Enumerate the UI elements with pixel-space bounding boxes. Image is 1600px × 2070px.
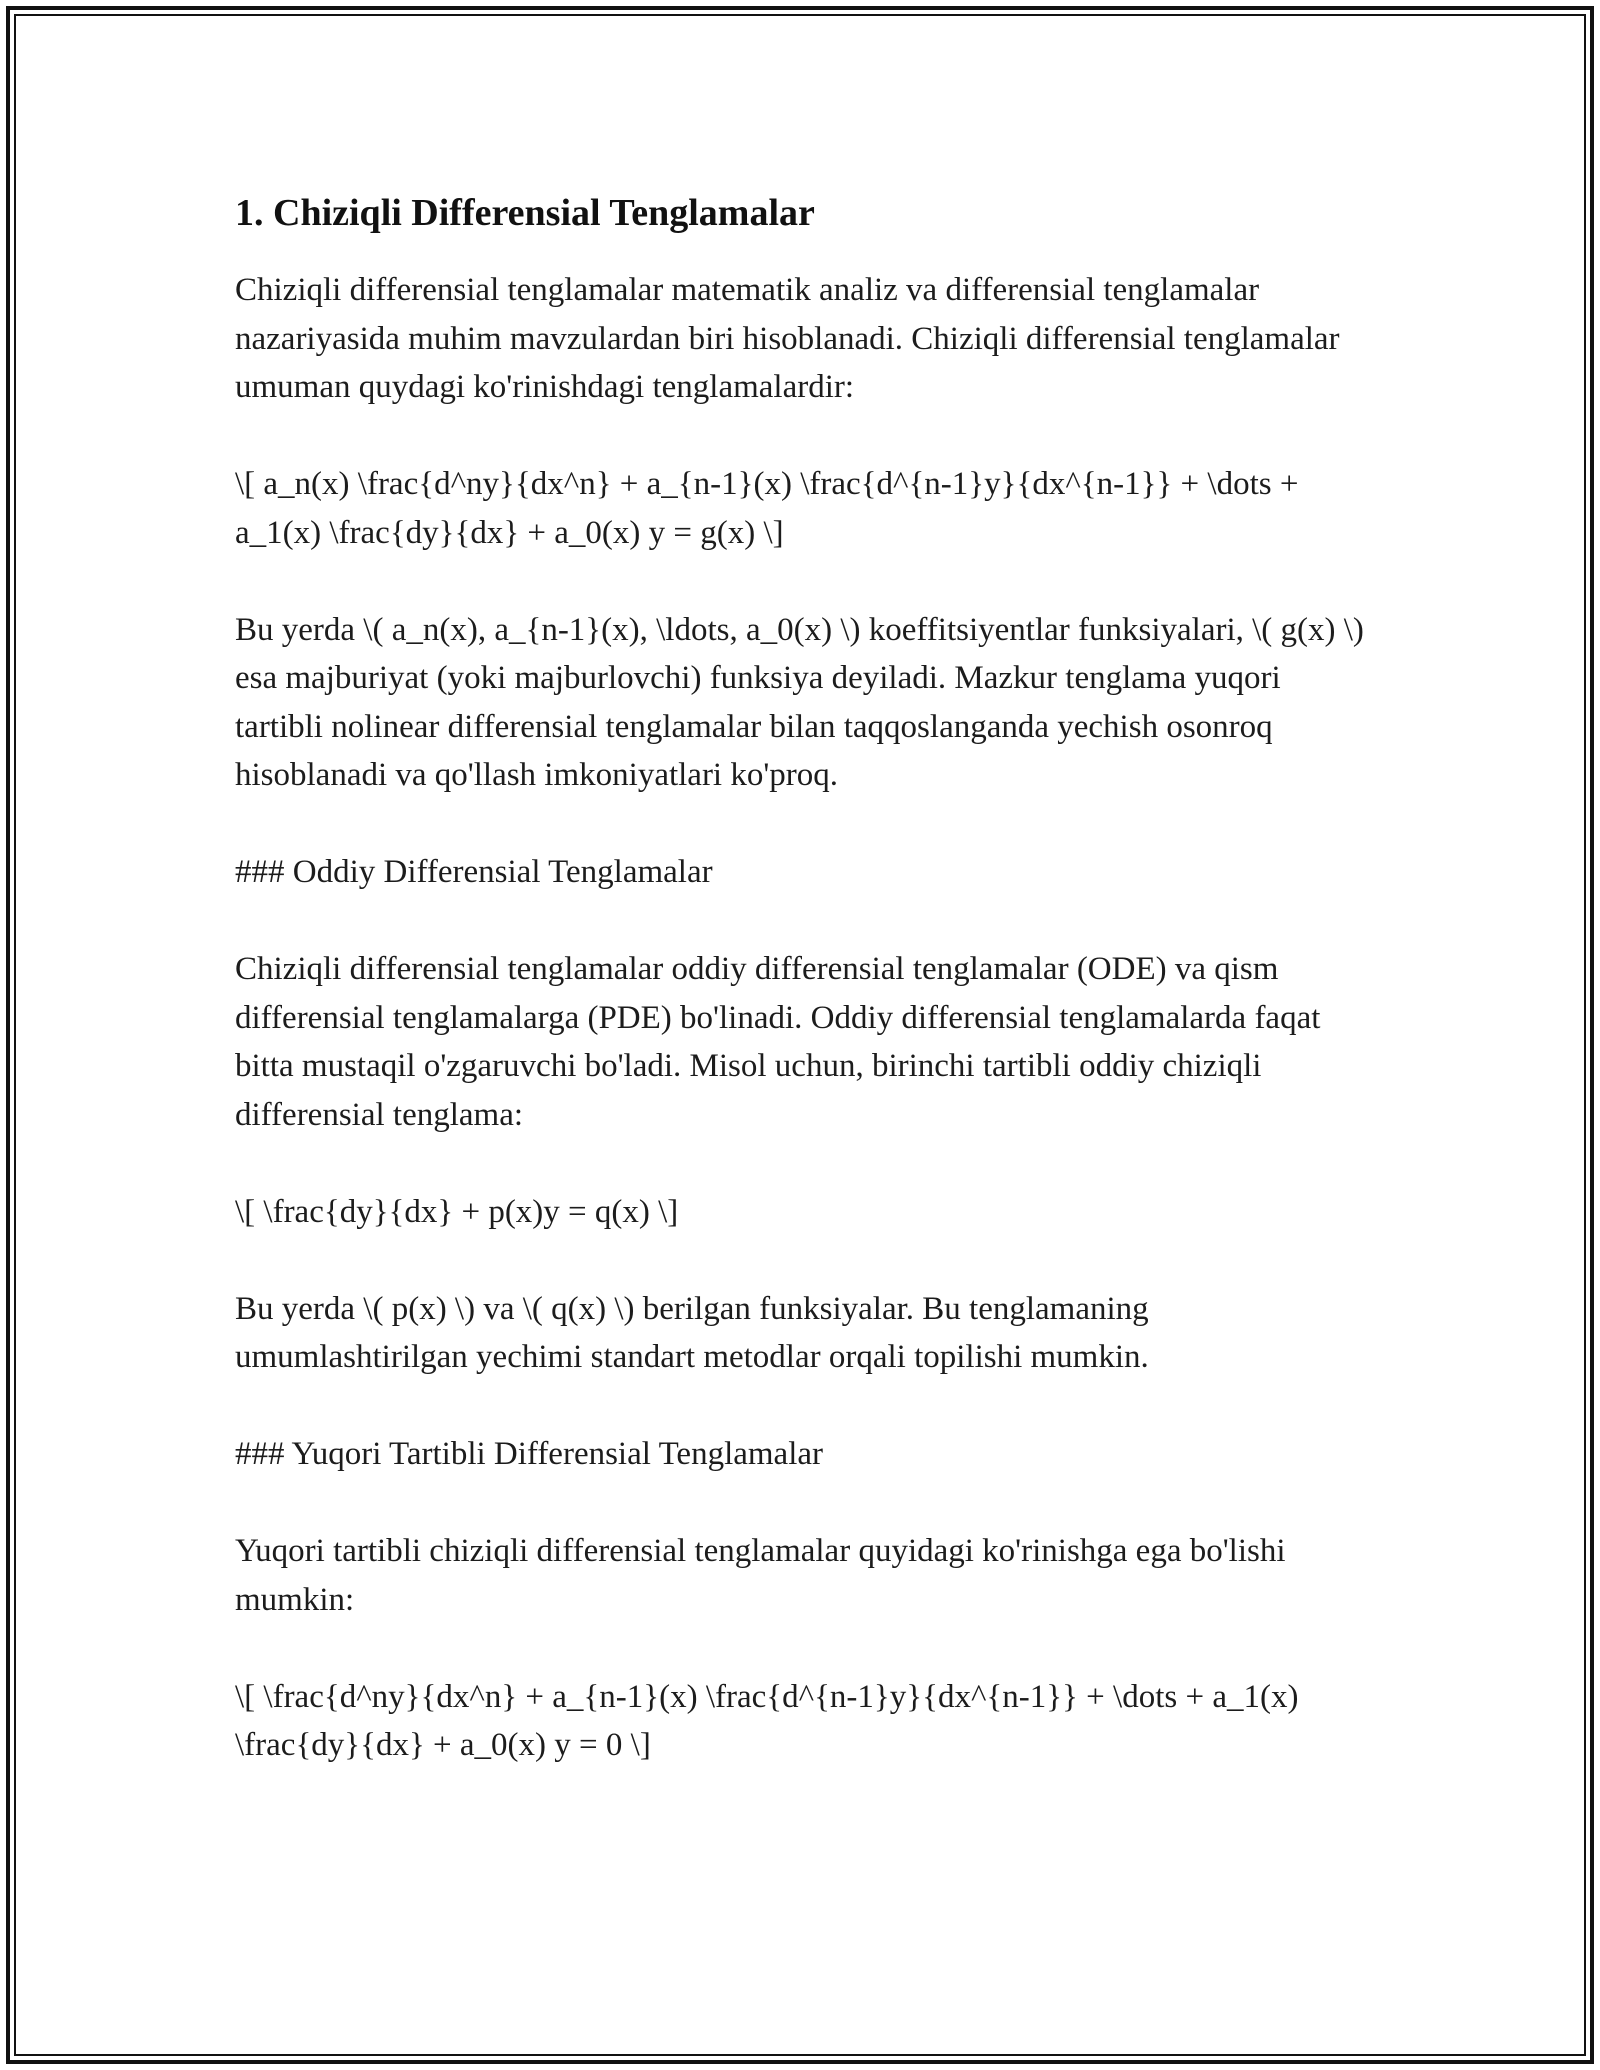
subheading-higher-order: ### Yuqori Tartibli Differensial Tenglamalar — [235, 1436, 824, 1472]
intro-paragraph: Chiziqli differensial tenglamalar matematik analiz va differensial tenglamalar nazariyasida muhim mavzulardan biri hisoblanadi. Chiziqli differensial tenglamalar umuman quydagi ko'rinishdagi tenglamalardir: — [235, 272, 1340, 405]
document-body — [235, 186, 1365, 1770]
general-equation: \[ a_n(x) \frac{d^ny}{dx^n} + a_{n-1}(x) \frac{d^{n-1}y}{dx^{n-1}} + \dots + a_1(x) \frac{dy}{dx} + a_0(x) y = g(x) \] — [235, 466, 1299, 551]
section-heading: 1. Chiziqli Differensial Tenglamalar — [235, 192, 815, 234]
higher-order-equation: \[ \frac{d^ny}{dx^n} + a_{n-1}(x) \frac{d^{n-1}y}{dx^{n-1}} + \dots + a_1(x) \frac{dy}{dx} + a_0(x) y = 0 \] — [235, 1678, 1299, 1763]
higher-order-paragraph: Yuqori tartibli chiziqli differensial tenglamalar quyidagi ko'rinishga ega bo'lishi mumkin: — [235, 1533, 1286, 1618]
coefficients-paragraph: Bu yerda \( a_n(x), a_{n-1}(x), \ldots, a_0(x) \) koeffitsiyentlar funksiyalari, \( g(x) \) esa majburiyat (yoki majburlovchi) funksiya deyiladi. Mazkur tenglama yuqori tartibli nolinear differensial tenglamalar bilan taqqoslanganda yechish osonroq hisoblanadi va qo'llash imkoniyatlari ko'proq. — [235, 611, 1364, 793]
first-order-explanation: Bu yerda \( p(x) \) va \( q(x) \) berilgan funksiyalar. Bu tenglamaning umumlashtirilgan yechimi standart metodlar orqali topilishi mumkin. — [235, 1290, 1149, 1375]
first-order-equation: \[ \frac{dy}{dx} + p(x)y = q(x) \] — [235, 1193, 679, 1230]
ode-paragraph: Chiziqli differensial tenglamalar oddiy differensial tenglamalar (ODE) va qism differensial tenglamalarga (PDE) bo'linadi. Oddiy differensial tenglamalarda faqat bitta mustaqil o'zgaruvchi bo'ladi. Misol uchun, birinchi tartibli oddiy chiziqli differensial tenglama: — [235, 951, 1321, 1133]
subheading-ode: ### Oddiy Differensial Tenglamalar — [235, 854, 713, 890]
